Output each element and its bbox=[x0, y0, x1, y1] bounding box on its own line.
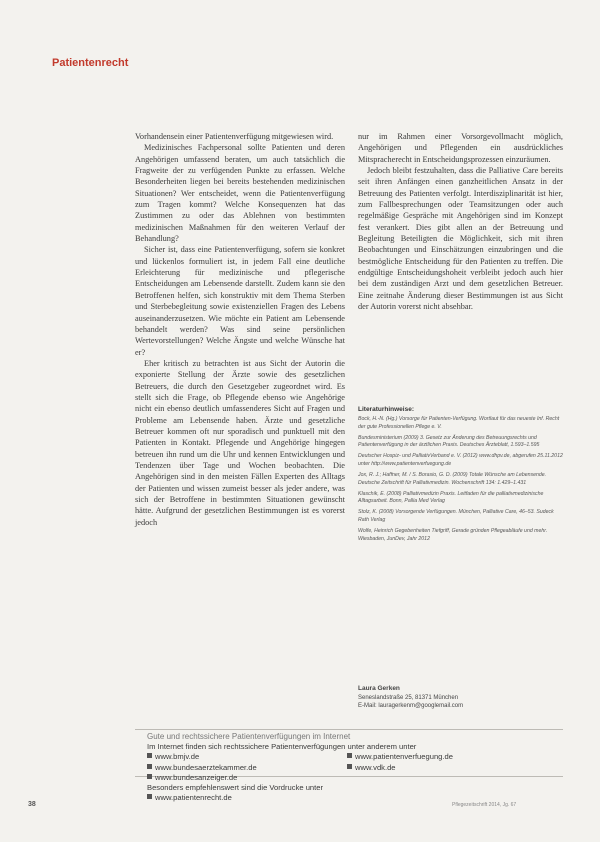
link-bundesaerztekammer[interactable]: www.bundesaerztekammer.de bbox=[155, 762, 257, 772]
left-column bbox=[135, 131, 345, 528]
bullet-square-icon bbox=[147, 794, 152, 799]
reference-item: Deutscher Hospiz- und PalliativVerband e. V. (2012) www.dhpv.de, abgerufen 25.11.2012 unter http://www.patientenverfuegung.de bbox=[358, 453, 563, 467]
section-header: Patientenrecht bbox=[52, 57, 129, 69]
info-box-recommend: Besonders empfehlenswert sind die Vordrucke unter bbox=[147, 783, 324, 793]
bullet-square-icon bbox=[147, 774, 152, 779]
link-bundesanzeiger[interactable]: www.bundesanzeiger.de bbox=[155, 772, 238, 782]
link-patientenrecht[interactable]: www.patientenrecht.de bbox=[155, 793, 232, 803]
paragraph: Jedoch bleibt festzuhalten, dass die Palliative Care bereits seit ihren Anfängen einen ganzheitlichen Ansatz in der Betreuung des Patienten verfolgt. Interdisziplinarität ist hier, zum Fallbesprechungen oder Teamsitzungen oder auch regelmäßige Gespräche mit Angehörigen sind im Konzept fest verankert. Dies gibt allen an der Betreuung und Begleitung Beteiligten die Möglichkeit, sich mit ihren Beobachtungen und Einschätzungen einzubringen und die bestmögliche Entscheidung für den Patienten zu treffen. Die endgültige Entscheidungshoheit verbleibt jedoch auch hier bei dem zuständigen Arzt und dem gesetzlichen Betreuer. Eine zeitnahe Änderung dieser Bestimmungen ist aus Sicht der Autorin vorerst nicht absehbar. bbox=[358, 166, 563, 312]
link-row bbox=[147, 773, 563, 783]
paragraph: Eher kritisch zu betrachten ist aus Sicht der Autorin die exponierte Stellung der Ärzte sowie des gesetzlichen Betreuers, die durch den Gesetzgeber zugeordnet wird. Es stellt sich die Frage, ob Pflegende ebenso wie Angehörige nicht ein ebenso deutlich umfassenderes Sicht auf Fragen und Probleme am Lebensende haben. Ärzte und gesetzliche Betreuer kommen oft nur sporadisch und punktuell mit den Patienten in Kontakt. Pflegende und Angehörige hingegen betreuen ihn rund um die Uhr und kennen Entwicklungen und Tendenzen über Tage und Wochen beobachten. Die Angehörigen sind in den meisten Fällen Experten des Alltags der Patienten und wissen zumeist besser als jeder andere, was sich der Betroffene in bestimmten Situationen gewünscht hätte. Aufgrund der gesetzlichen Bestimmungen ist es vorerst jedoch bbox=[135, 358, 345, 527]
bullet-square-icon bbox=[147, 753, 152, 758]
paragraph: Vorhandensein einer Patientenverfügung mitgewiesen wird. bbox=[135, 132, 334, 141]
paragraph: Medizinisches Fachpersonal sollte Patienten und deren Angehörigen umfassend beraten, um auch tatsächlich die Fragweite der zu verfügenden Punkte zu erfassen. Welche Besonderheiten liegen bei bereits bestehenden medizinischen Situationen? Wer entscheidet, wenn die Patientenverfügung zum Tragen kommt? Welche Konsequenzen hat das Zustimmen zu oder das Ablehnen von bestimmten medizinischen Maßnahmen für den weiteren Verlauf der Behandlung? bbox=[135, 143, 345, 244]
author-name: Laura Gerken bbox=[358, 685, 400, 692]
info-box bbox=[135, 729, 563, 803]
reference-item: Klaschik, E. (2008) Palliativmedizin Praxis. Leitfaden für die palliativmedizinische Alltagsarbeit. Bonn, Pallia Med Verlag bbox=[358, 490, 544, 505]
info-box-intro: Im Internet finden sich rechtssichere Patientenverfügungen unter anderem unter bbox=[147, 742, 417, 752]
reference-item: Wolfe, Heinrich Gegebenheiten Tiefgriff, Gerade gründen Pflegeabläufe und mehr. Wiesbaden, JunDev, Jahr 2012 bbox=[358, 528, 548, 542]
reference-item: Stolz, K. (2008) Vorsorgende Verfügungen. München, Palliative Care, 46–53. Sudeck Rath Verlag bbox=[358, 509, 554, 524]
author-info bbox=[358, 685, 563, 710]
link-row bbox=[147, 763, 563, 773]
link-row bbox=[147, 752, 563, 762]
page-number: 38 bbox=[28, 801, 36, 808]
author-email[interactable]: E-Mail: lauragerkenm@googlemail.com bbox=[358, 703, 464, 709]
link-vdk[interactable]: www.vdk.de bbox=[355, 762, 396, 772]
footer-source: Pflegezeitschrift 2014, Jg. 67 bbox=[452, 802, 517, 808]
paragraph: Sicher ist, dass eine Patientenverfügung, sofern sie konkret und lückenlos formuliert ist, in jedem Fall eine deutliche Erleichterung für medizinische und pflegerische Entscheidungen am Lebensende darstellt. Zudem kann sie den Betroffenen helfen, sich konstruktiv mit dem Thema Sterben und Sterbebegleitung sowie existenziellen Fragen des Lebens auseinanderzusetzen. Wie möchte ein Patient am Lebensende behandelt werden? Was sind seine persönlichen Wertevorstellungen? Welche Ängste und welche Wünsche hat er? bbox=[135, 245, 345, 357]
info-box-title: Gute und rechtssichere Patientenverfügungen im Internet bbox=[147, 732, 351, 741]
bullet-square-icon bbox=[347, 753, 352, 758]
right-column bbox=[358, 131, 563, 313]
reference-item: Bundesministerium (2009) 3. Gesetz zur Änderung des Betreuungsrechts und Patientenverfügung in der ärztlichen Praxis. Deutsches Ärzteblatt, 1.593–1.595 bbox=[358, 434, 540, 449]
bullet-square-icon bbox=[147, 764, 152, 769]
bullet-square-icon bbox=[347, 764, 352, 769]
reference-item: Jox, R. J.; Haffner, M. / S. Borasio, G. D. (2009) Totale Wünsche am Lebensende. Deutsche Zeitschrift für Palliativmedizin. Wochenschrift 134: 1.429–1.431 bbox=[358, 472, 547, 486]
reference-item: Bock, H.-N. (Hg.) Vorsorge für Patienten-Verfügung. Wortlaut für das neueste Inf. Recht der gute Professionellen Pflege e. V. bbox=[358, 416, 560, 430]
paragraph: nur im Rahmen einer Vorsorgevollmacht möglich, Angehörigen und Pflegenden ein ausdrückliches Mitspracherecht in Entscheidungsprozessen einzuräumen. bbox=[358, 132, 563, 164]
references-section bbox=[358, 406, 563, 547]
references-heading: Literaturhinweise: bbox=[358, 406, 414, 413]
link-bmjv[interactable]: www.bmjv.de bbox=[155, 752, 200, 762]
link-patientenverfuegung[interactable]: www.patientenverfuegung.de bbox=[355, 752, 453, 762]
author-address: Seneslandstraße 25, 81371 München bbox=[358, 695, 459, 701]
